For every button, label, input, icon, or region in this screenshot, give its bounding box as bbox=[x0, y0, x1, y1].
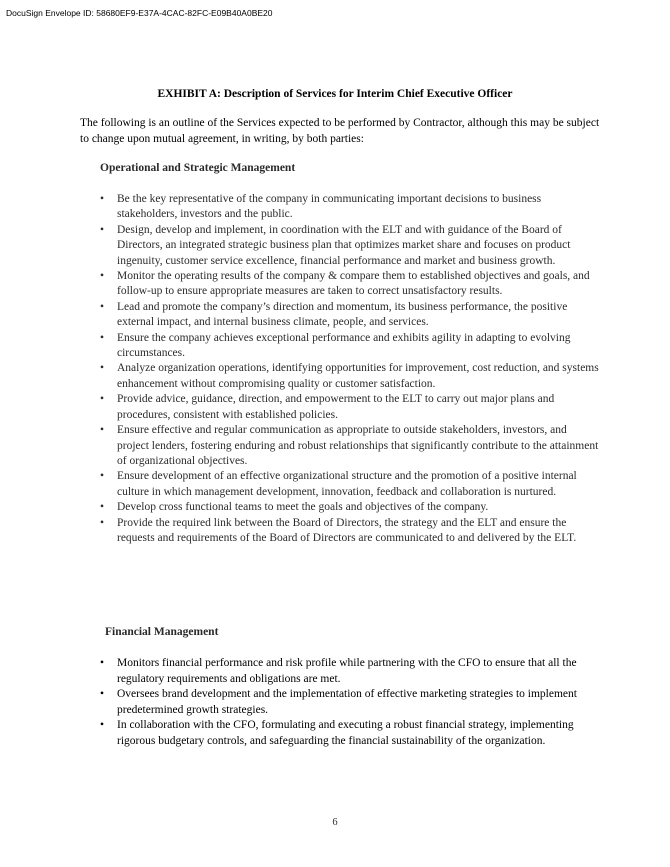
list-item-text: Design, develop and implement, in coordination with the ELT and with guidance of the Board of Directors, an integrated strategic business plan that optimizes market share and focuses on product ingenuity, customer service excellence, financial performance and market and business growth. bbox=[117, 223, 571, 267]
bullet-icon: • bbox=[100, 393, 105, 406]
bullet-icon: • bbox=[100, 719, 105, 731]
list-item-text: Oversees brand development and the implementation of effective marketing strategies to implement predetermined growth strategies. bbox=[117, 688, 577, 716]
financial-bullet-list bbox=[100, 656, 600, 749]
list-item bbox=[100, 718, 600, 749]
list-item-text: Develop cross functional teams to meet the goals and objectives of the company. bbox=[117, 501, 489, 514]
list-item-text: Provide the required link between the Board of Directors, the strategy and the ELT and ensure the requests and requirements of the Board of Directors are communicated to and delivered by the ELT. bbox=[117, 516, 577, 544]
operational-bullet-list bbox=[100, 192, 600, 546]
bullet-icon: • bbox=[100, 193, 105, 205]
list-item bbox=[100, 392, 600, 423]
section-heading-financial: Financial Management bbox=[105, 626, 219, 638]
exhibit-title: EXHIBIT A: Description of Services for Interim Chief Executive Officer bbox=[157, 88, 513, 100]
list-item bbox=[100, 469, 600, 500]
bullet-icon: • bbox=[100, 688, 105, 700]
list-item-text: Be the key representative of the company in communicating important decisions to business stakeholders, investors and the public. bbox=[117, 193, 542, 221]
bullet-icon: • bbox=[100, 331, 105, 344]
page-number: 6 bbox=[332, 817, 338, 828]
list-item bbox=[100, 516, 600, 547]
bullet-icon: • bbox=[100, 424, 105, 437]
bullet-icon: • bbox=[100, 223, 105, 236]
bullet-icon: • bbox=[100, 470, 105, 483]
list-item bbox=[100, 192, 600, 223]
list-item bbox=[100, 269, 600, 300]
list-item bbox=[100, 361, 600, 392]
list-item-text: In collaboration with the CFO, formulating and executing a robust financial strategy, implementing rigorous budgetary controls, and safeguarding the financial sustainability of the organization. bbox=[117, 719, 574, 747]
bullet-icon: • bbox=[100, 300, 105, 313]
list-item-text: Ensure development of an effective organizational structure and the promotion of a positive internal culture in which management development, innovation, feedback and collaboration is nurtured. bbox=[117, 470, 577, 498]
section-heading-operational: Operational and Strategic Management bbox=[100, 162, 296, 174]
list-item bbox=[100, 687, 600, 718]
bullet-icon: • bbox=[100, 657, 105, 669]
list-item-text: Ensure effective and regular communication as appropriate to outside stakeholders, investors, and project lenders, fostering enduring and robust relationships that significantly contribute to the attainment of organizational objectives. bbox=[117, 424, 599, 467]
bullet-icon: • bbox=[100, 501, 105, 514]
list-item-text: Provide advice, guidance, direction, and empowerment to the ELT to carry out major plans and procedures, consistent with established policies. bbox=[117, 393, 555, 421]
list-item bbox=[100, 223, 600, 269]
bullet-icon: • bbox=[100, 362, 105, 375]
list-item-text: Analyze organization operations, identifying opportunities for improvement, cost reduction, and systems enhancement without compromising quality or customer satisfaction. bbox=[117, 362, 599, 390]
list-item bbox=[100, 500, 600, 515]
list-item bbox=[100, 656, 600, 687]
bullet-icon: • bbox=[100, 516, 105, 529]
bullet-icon: • bbox=[100, 270, 105, 283]
list-item-text: Monitor the operating results of the company & compare them to established objectives and goals, and follow-up to ensure appropriate measures are taken to correct unsatisfactory results. bbox=[117, 270, 590, 298]
list-item bbox=[100, 300, 600, 331]
list-item bbox=[100, 331, 600, 362]
list-item bbox=[100, 423, 600, 469]
list-item-text: Ensure the company achieves exceptional performance and exhibits agility in adapting to evolving circumstances. bbox=[117, 331, 571, 360]
docusign-envelope-id: DocuSign Envelope ID: 58680EF9-E37A-4CAC-82FC-E09B40A0BE20 bbox=[6, 8, 273, 18]
list-item-text: Monitors financial performance and risk profile while partnering with the CFO to ensure that all the regulatory requirements and obligations are met. bbox=[117, 657, 577, 685]
intro-paragraph: The following is an outline of the Services expected to be performed by Contractor, although this may be subject to change upon mutual agreement, in writing, by both parties: bbox=[80, 117, 600, 145]
list-item-text: Lead and promote the company’s direction and momentum, its business performance, the positive external impact, and internal business climate, people, and services. bbox=[117, 300, 568, 329]
